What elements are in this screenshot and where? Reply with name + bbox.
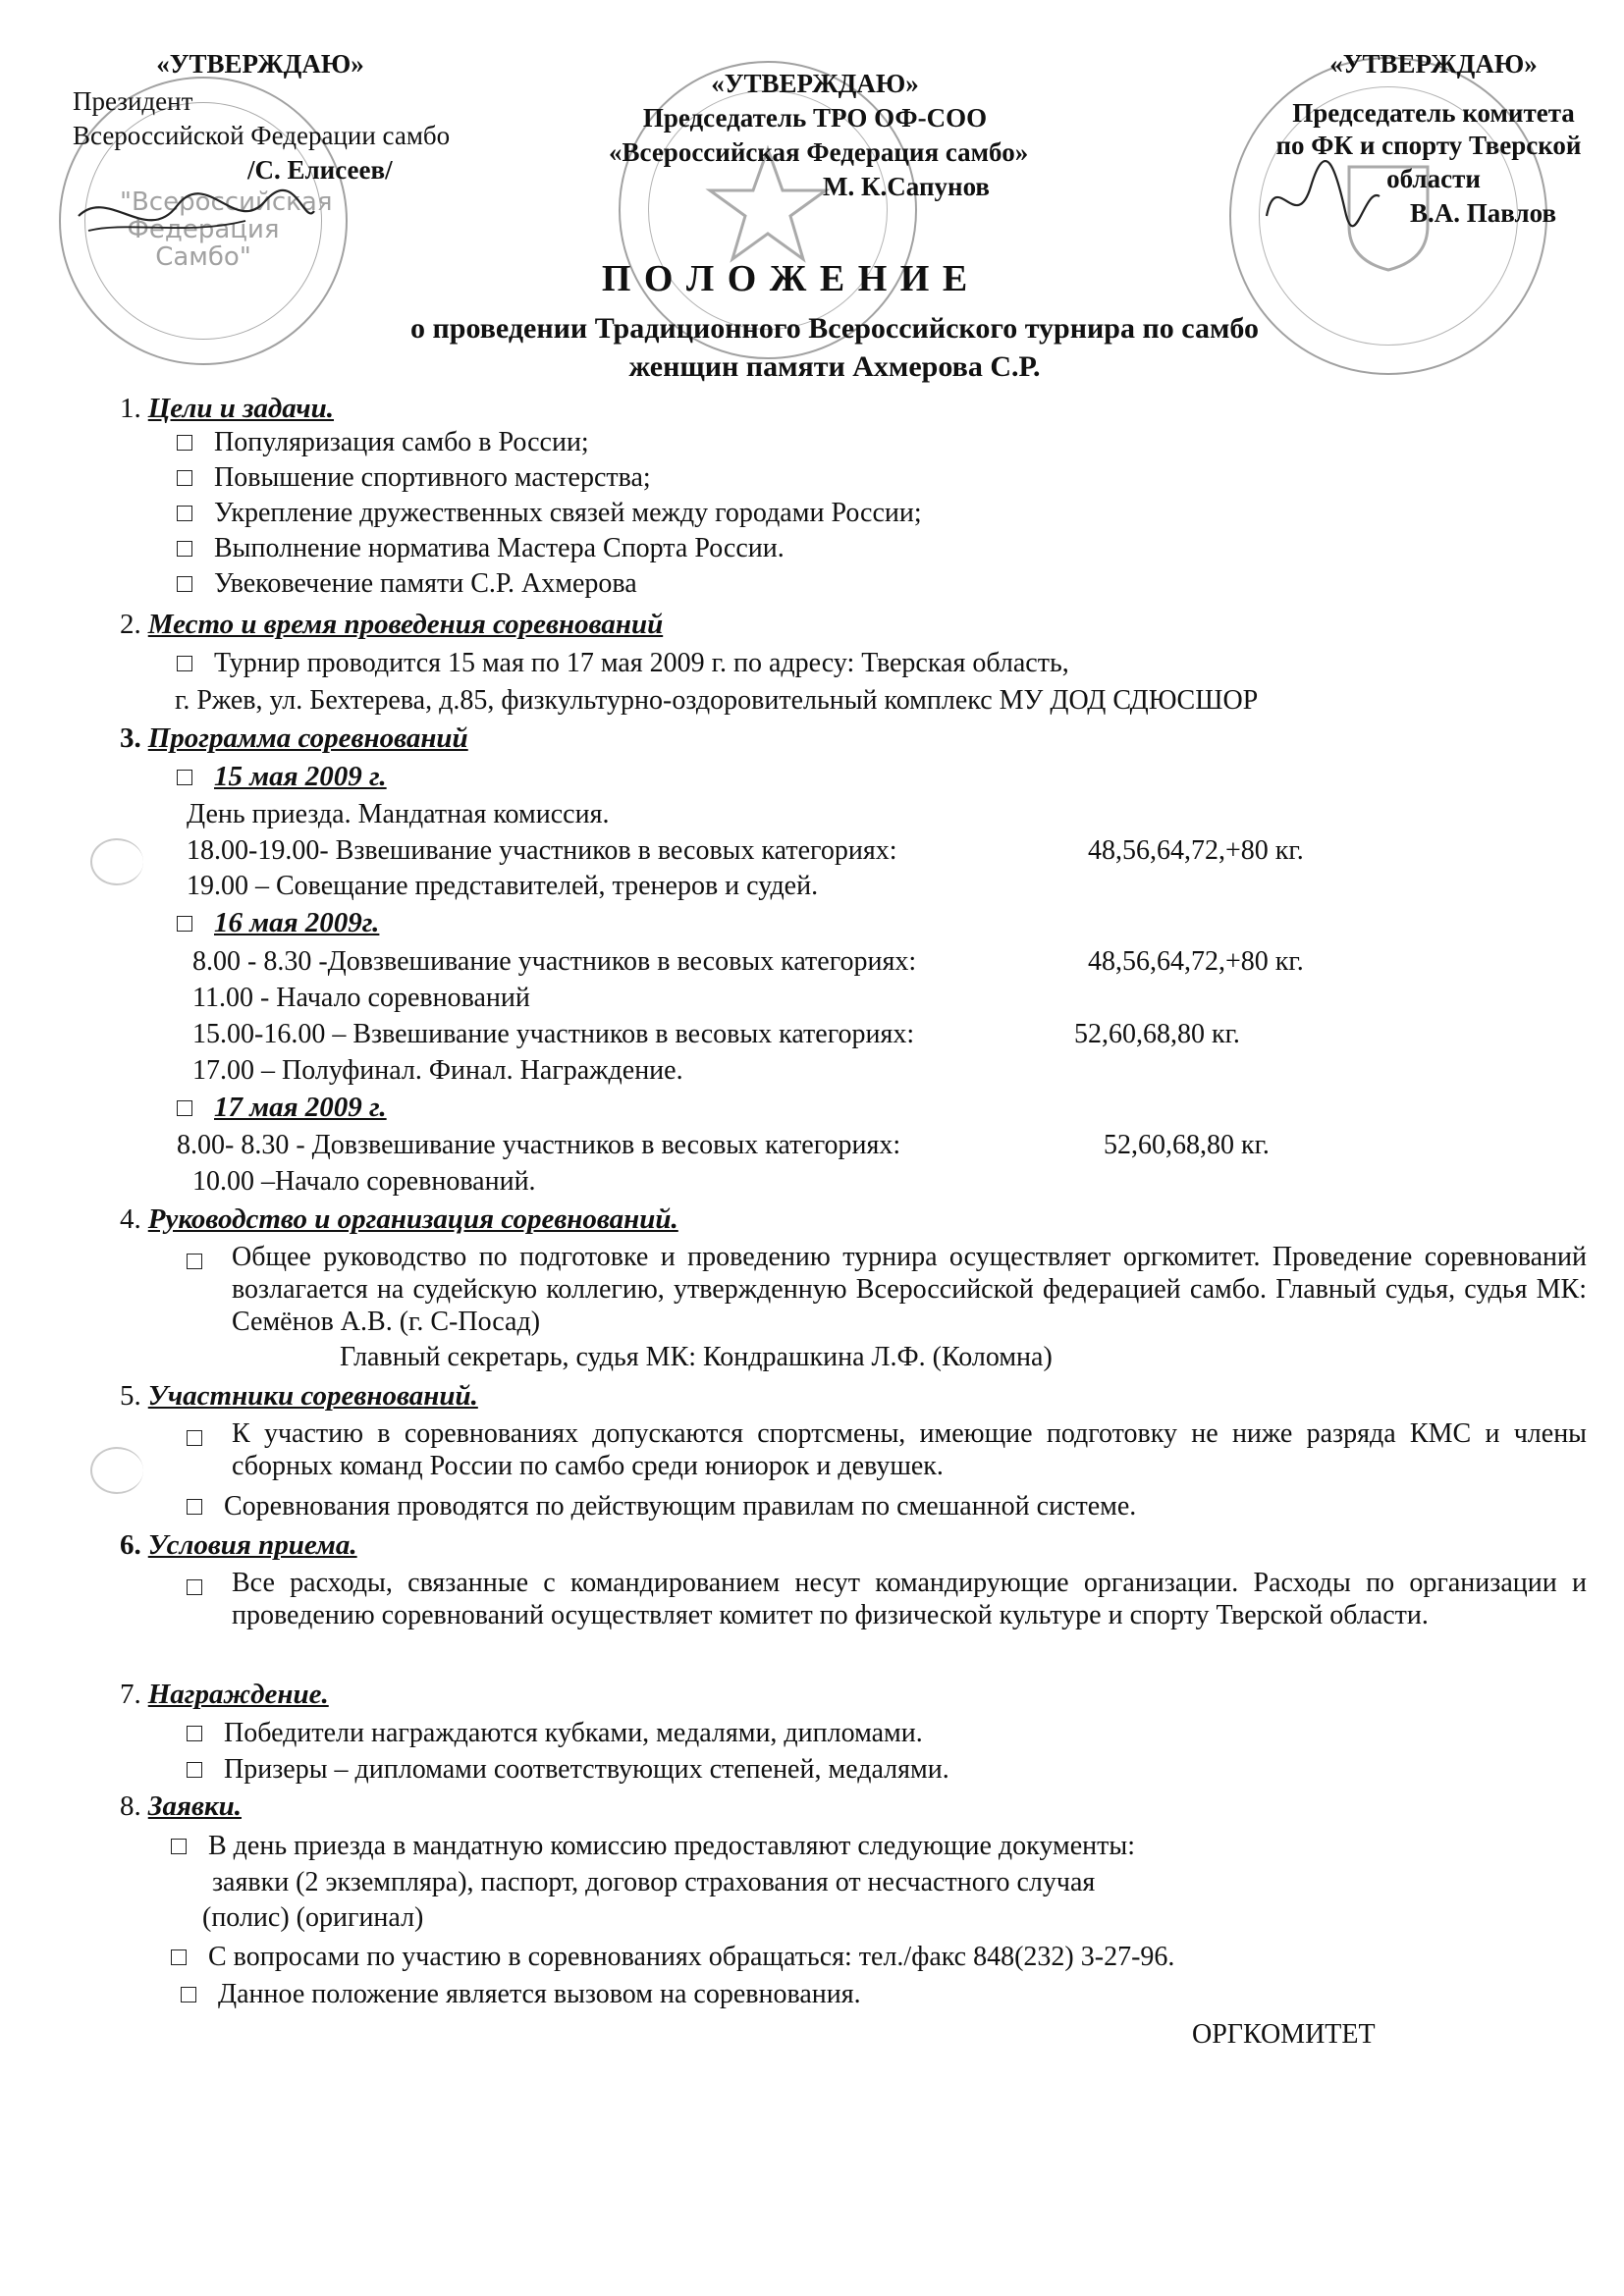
checkbox-bullet-icon [177, 916, 192, 932]
document-title: П О Л О Ж Е Н И Е [601, 258, 970, 299]
approval-left-line3: /С. Елисеев/ [247, 155, 393, 185]
checkbox-bullet-icon [177, 506, 192, 521]
approval-left-title: «УТВЕРЖДАЮ» [156, 49, 364, 79]
approval-left-line1: Президент [73, 86, 193, 116]
program-line-value: 48,56,64,72,+80 кг. [1088, 946, 1304, 977]
list-item: Укрепление дружественных связей между городами России; [177, 497, 922, 529]
program-day-heading: 15 мая 2009 г. [177, 761, 387, 793]
list-item: Выполнение норматива Мастера Спорта России. [177, 532, 785, 564]
section-number: 6. [120, 1529, 141, 1561]
section-heading [120, 393, 334, 425]
list-item: Победители награждаются кубками, медалями, дипломами. [187, 1717, 923, 1749]
list-item-continuation: Главный секретарь, судья МК: Кондрашкина Л.Ф. (Коломна) [340, 1342, 1053, 1372]
program-line: 19.00 – Совещание представителей, тренеров и судей. [187, 871, 819, 901]
section-number: 2. [120, 609, 141, 640]
punch-hole [90, 1447, 143, 1494]
list-item: Турнир проводится 15 мая по 17 мая 2009 г. по адресу: Тверская область, [177, 647, 1069, 679]
program-line-value: 48,56,64,72,+80 кг. [1088, 835, 1304, 866]
approval-center-line3: М. К.Сапунов [823, 172, 990, 201]
section-title: Руководство и организация соревнований. [147, 1203, 678, 1235]
program-line: 11.00 - Начало соревнований [192, 983, 530, 1013]
list-item-continuation: г. Ржев, ул. Бехтерева, д.85, физкультурно-оздоровительный комплекс МУ ДОД СДЮСШОР [175, 685, 1259, 716]
list-item: Увековечение памяти С.Р. Ахмерова [177, 567, 637, 600]
approval-right-line1: Председатель комитета [1292, 98, 1575, 128]
program-day-heading: 17 мая 2009 г. [177, 1092, 387, 1124]
list-item: Общее руководство по подготовке и проведению турнира осуществляет оргкомитет. Проведение соревнований возлагается на судейскую коллегию, утвержденную Всероссийской федерацией самбо. Главный судья, судья МК: Семёнов А.В. (г. С-Посад) [232, 1242, 1587, 1337]
list-item: Все расходы, связанные с командированием несут командирующие организации. Расходы по организации и проведению соревнований осуществляет комитет по физической культуре и спорту Тверской области. [232, 1568, 1587, 1630]
program-line: 18.00-19.00- Взвешивание участников в весовых категориях: [187, 835, 897, 866]
list-item: Популяризация самбо в России; [177, 426, 589, 458]
section-title: Заявки. [147, 1790, 242, 1822]
section-heading [120, 1203, 678, 1236]
seal-stamp-text: "Всероссийская Федерация Самбо" [120, 187, 333, 272]
program-line-value: 52,60,68,80 кг. [1074, 1019, 1240, 1049]
checkbox-bullet-icon [177, 1100, 192, 1116]
program-line-value: 52,60,68,80 кг. [1104, 1130, 1270, 1160]
document-subtitle-line1: о проведении Традиционного Всероссийского турнира по самбо [410, 312, 1259, 345]
approval-right-line2: по ФК и спорту Тверской [1275, 131, 1582, 160]
checkbox-bullet-icon [187, 1571, 224, 1603]
section-number: 5. [120, 1380, 141, 1412]
approval-center-title: «УТВЕРЖДАЮ» [711, 69, 919, 98]
checkbox-bullet-icon [177, 541, 192, 557]
checkbox-bullet-icon [171, 1839, 187, 1854]
section-heading [120, 1380, 478, 1413]
checkbox-bullet-icon [177, 656, 192, 671]
approval-right-line4: В.А. Павлов [1410, 198, 1557, 228]
list-item: Призеры – дипломами соответствующих степеней, медалями. [187, 1753, 949, 1786]
section-title: Программа соревнований [147, 722, 468, 754]
list-item: В день приезда в мандатную комиссию предоставляют следующие документы: [171, 1830, 1135, 1862]
checkbox-bullet-icon [187, 1726, 202, 1741]
section-number: 4. [120, 1203, 141, 1235]
approval-center-line2: «Всероссийская Федерация самбо» [609, 137, 1029, 167]
signature-scribble-left [69, 177, 324, 255]
punch-hole [90, 838, 143, 885]
checkbox-bullet-icon [171, 1949, 187, 1965]
section-number: 3. [120, 722, 141, 754]
checkbox-bullet-icon [177, 770, 192, 785]
program-line: 17.00 – Полуфинал. Финал. Награждение. [192, 1055, 683, 1086]
list-item: С вопросами по участию в соревнованиях обращаться: тел./факс 848(232) 3-27-96. [171, 1941, 1174, 1973]
approval-left-line2: Всероссийской Федерации самбо [73, 121, 451, 150]
checkbox-bullet-icon [187, 1499, 202, 1515]
checkbox-bullet-icon [187, 1245, 224, 1277]
section-number: 8. [120, 1790, 141, 1822]
section-heading [120, 1529, 357, 1562]
list-item: К участию в соревнованиях допускаются спортсмены, имеющие подготовку не ниже разряда КМС и члены сборных команд России по самбо среди юниорок и девушек. [232, 1418, 1587, 1481]
checkbox-bullet-icon [177, 470, 192, 486]
section-title: Участники соревнований. [147, 1380, 478, 1412]
signature-organizing-committee: ОРГКОМИТЕТ [1192, 2019, 1376, 2050]
document-subtitle-line2: женщин памяти Ахмерова С.Р. [628, 350, 1041, 383]
checkbox-bullet-icon [177, 576, 192, 592]
section-heading [120, 609, 663, 641]
list-item: Повышение спортивного мастерства; [177, 461, 651, 494]
section-title: Цели и задачи. [147, 393, 335, 424]
approval-right-title: «УТВЕРЖДАЮ» [1329, 49, 1538, 79]
section-heading [120, 1679, 329, 1711]
checkbox-bullet-icon [187, 1421, 224, 1454]
section-heading [120, 1790, 242, 1823]
program-day-heading: 16 мая 2009г. [177, 907, 379, 939]
checkbox-bullet-icon [181, 1987, 196, 2002]
program-line: 8.00- 8.30 - Довзвешивание участников в весовых категориях: [177, 1130, 901, 1160]
list-item: Данное положение является вызовом на соревнования. [181, 1978, 861, 2010]
approval-center-line1: Председатель ТРО ОФ-СОО [642, 103, 988, 133]
checkbox-bullet-icon [177, 435, 192, 451]
list-item: Соревнования проводятся по действующим правилам по смешанной системе. [187, 1490, 1136, 1522]
program-line: День приезда. Мандатная комиссия. [187, 799, 610, 829]
checkbox-bullet-icon [187, 1762, 202, 1778]
list-item-continuation: заявки (2 экземпляра), паспорт, договор страхования от несчастного случая [212, 1867, 1096, 1897]
section-heading [120, 722, 468, 755]
list-item-continuation: (полис) (оригинал) [202, 1902, 424, 1933]
program-line: 10.00 –Начало соревнований. [192, 1166, 536, 1197]
section-number: 1. [120, 393, 141, 424]
approval-right-line3: области [1386, 164, 1481, 193]
section-title: Награждение. [147, 1679, 329, 1710]
section-number: 7. [120, 1679, 141, 1710]
program-line: 8.00 - 8.30 -Довзвешивание участников в весовых категориях: [192, 946, 917, 977]
program-line: 15.00-16.00 – Взвешивание участников в весовых категориях: [192, 1019, 915, 1049]
section-title: Место и время проведения соревнований [147, 609, 664, 640]
section-title: Условия приема. [147, 1529, 357, 1561]
